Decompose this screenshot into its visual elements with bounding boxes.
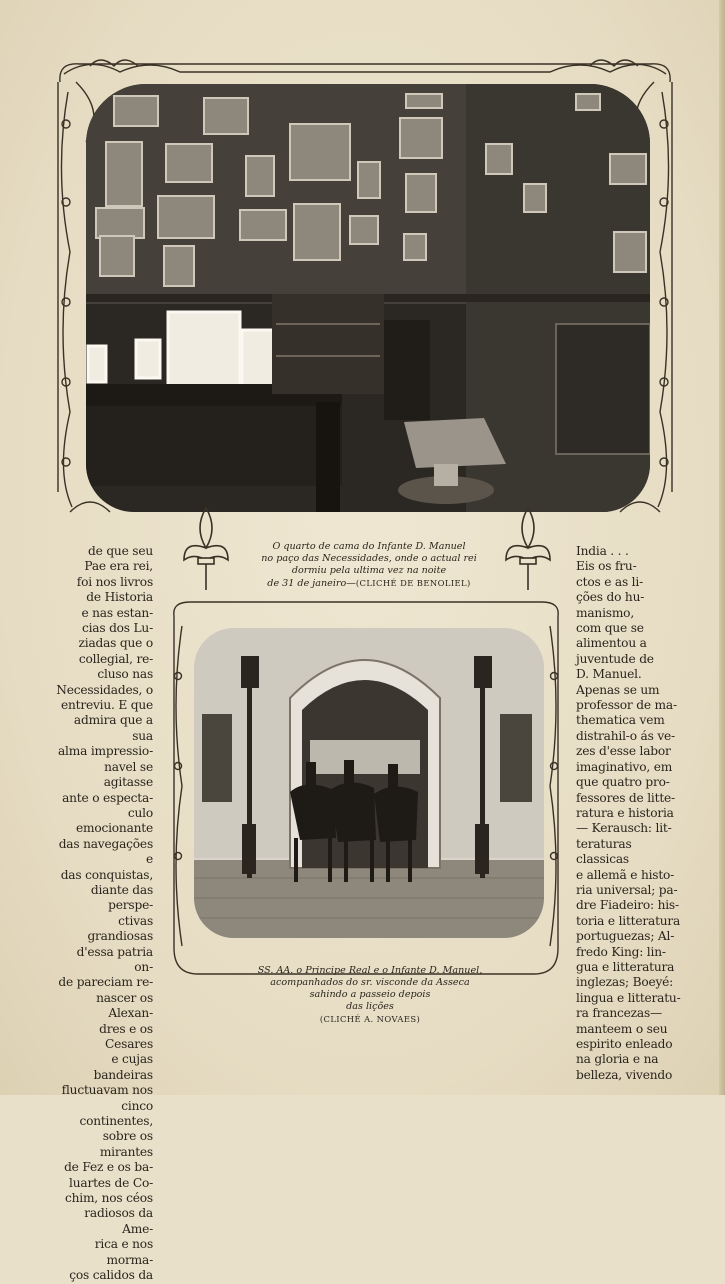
text-line: cluso nas xyxy=(97,667,153,682)
text-line: manteem o seu xyxy=(576,1021,668,1036)
text-line: ra francezas— xyxy=(576,1006,662,1021)
top-photo-caption xyxy=(238,541,500,590)
text-line: ções do hu- xyxy=(576,590,645,605)
page-edge xyxy=(719,0,725,1095)
text-line: de Fez e os ba- xyxy=(64,1160,153,1175)
text-line: ria universal; pa- xyxy=(576,882,678,897)
text-line: que quatro pro- xyxy=(576,775,670,790)
text-line: zes d'esse labor xyxy=(576,744,671,759)
text-line: e allemã e histo- xyxy=(576,867,675,882)
text-line: D. Manuel. xyxy=(576,667,642,682)
text-line: teraturas classicas xyxy=(576,836,632,867)
caption-line: dormiu pela ultima vez na noite xyxy=(291,565,447,576)
text-line: rica e nos morma- xyxy=(94,1237,153,1267)
text-line: ante o especta- xyxy=(62,790,153,805)
caption-line: das lições xyxy=(346,1001,394,1012)
text-line: espirito enleado xyxy=(576,1037,673,1051)
text-line: culo emocionante xyxy=(75,805,153,836)
text-line: alimentou a xyxy=(576,636,647,651)
text-line: alma impressio- xyxy=(57,744,153,759)
text-line: fluctuavam nos xyxy=(61,1083,153,1098)
text-line: juventude de xyxy=(576,651,654,666)
caption-line: SS. AA. o Principe Real e o Infante D. Manuel, xyxy=(257,965,483,976)
text-line: luartes de Co- xyxy=(69,1175,153,1190)
caption-line: acompanhados do sr. visconde da Asseca xyxy=(270,977,470,988)
text-line: entreviu. E que xyxy=(60,698,153,713)
text-line: imaginativo, em xyxy=(576,759,673,774)
text-line: Apenas se um xyxy=(576,682,660,697)
text-line: distrahil-o ás ve- xyxy=(576,728,675,743)
fleur-de-lis-left-icon xyxy=(178,504,234,594)
photo-credit: (CLICHÉ DE BENOLIEL) xyxy=(355,578,471,588)
text-line: ziadas que o xyxy=(78,636,153,651)
text-line: lingua e litteratu- xyxy=(576,990,681,1005)
text-line: professor de ma- xyxy=(576,698,677,713)
text-line: gua e litteratura xyxy=(576,959,675,974)
text-line: fessores de litte- xyxy=(576,790,675,805)
text-line: collegial, re- xyxy=(78,651,153,666)
text-line: cinco continentes, xyxy=(79,1098,153,1129)
carriage-gate-photo xyxy=(194,628,544,938)
text-line: e cujas bandeiras xyxy=(93,1052,153,1082)
text-line: belleza, vivendo xyxy=(576,1067,673,1082)
bedroom-interior-photo xyxy=(86,84,650,512)
text-line: navel se agitasse xyxy=(103,759,153,790)
text-line: portuguezas; Al- xyxy=(576,929,675,944)
text-line: foi nos livros xyxy=(76,574,153,589)
text-line: nascer os Alexan- xyxy=(96,990,153,1021)
text-line: India . . . xyxy=(576,544,629,558)
text-line: ços calidos da xyxy=(69,1268,153,1283)
text-line: ctos e as li- xyxy=(576,574,643,589)
caption-line: no paço das Necessidades, onde o actual rei xyxy=(261,553,477,564)
caption-line-with-credit xyxy=(238,577,500,590)
text-line: diante das perspe- xyxy=(90,882,153,913)
text-line: thematica vem xyxy=(576,713,665,728)
text-line: manismo, xyxy=(576,605,634,620)
text-line: de que seu xyxy=(88,544,153,558)
text-line: e nas estan- xyxy=(81,605,153,620)
photo-credit: (CLICHÉ A. NOVAES) xyxy=(319,1014,421,1024)
fleur-de-lis-right-icon xyxy=(500,504,556,594)
text-line: ctivas grandiosas xyxy=(87,913,153,944)
text-line: Necessidades, o xyxy=(56,682,153,697)
text-line: Eis os fru- xyxy=(576,559,637,574)
text-line: de Historia xyxy=(86,590,153,605)
text-line: com que se xyxy=(576,621,644,636)
text-line: d'essa patria on- xyxy=(76,944,153,974)
text-line: das conquistas, xyxy=(60,867,153,882)
text-line: Pae era rei, xyxy=(84,559,153,574)
text-line: toria e litteratura xyxy=(576,913,681,928)
text-line: radiosos da Ame- xyxy=(84,1206,153,1236)
text-line: dres e os Cesares xyxy=(99,1021,153,1051)
text-line: fredo King: lin- xyxy=(576,944,666,959)
caption-line: de 31 de janeiro— xyxy=(267,578,356,589)
text-line: dre Fiadeiro: his- xyxy=(576,898,679,913)
text-line: ratura e historia xyxy=(576,805,674,820)
text-line: sobre os mirantes xyxy=(99,1129,153,1159)
text-line: inglezas; Boeyé: xyxy=(576,975,674,990)
text-line: das navegações e xyxy=(58,836,153,867)
text-line: cias dos Lu- xyxy=(81,621,153,636)
text-line: na gloria e na xyxy=(576,1052,659,1067)
text-line: admira que a sua xyxy=(73,713,153,743)
caption-line: O quarto de cama do Infante D. Manuel xyxy=(272,541,466,552)
text-line: — Kerausch: lit- xyxy=(576,821,672,836)
caption-line: sahindo a passeio depois xyxy=(309,989,431,1000)
bottom-photo-caption xyxy=(222,965,518,1025)
right-text-column xyxy=(576,544,682,1083)
text-line: de pareciam re- xyxy=(58,975,153,990)
text-line: chim, nos céos xyxy=(64,1191,153,1206)
left-text-column xyxy=(56,544,153,1284)
